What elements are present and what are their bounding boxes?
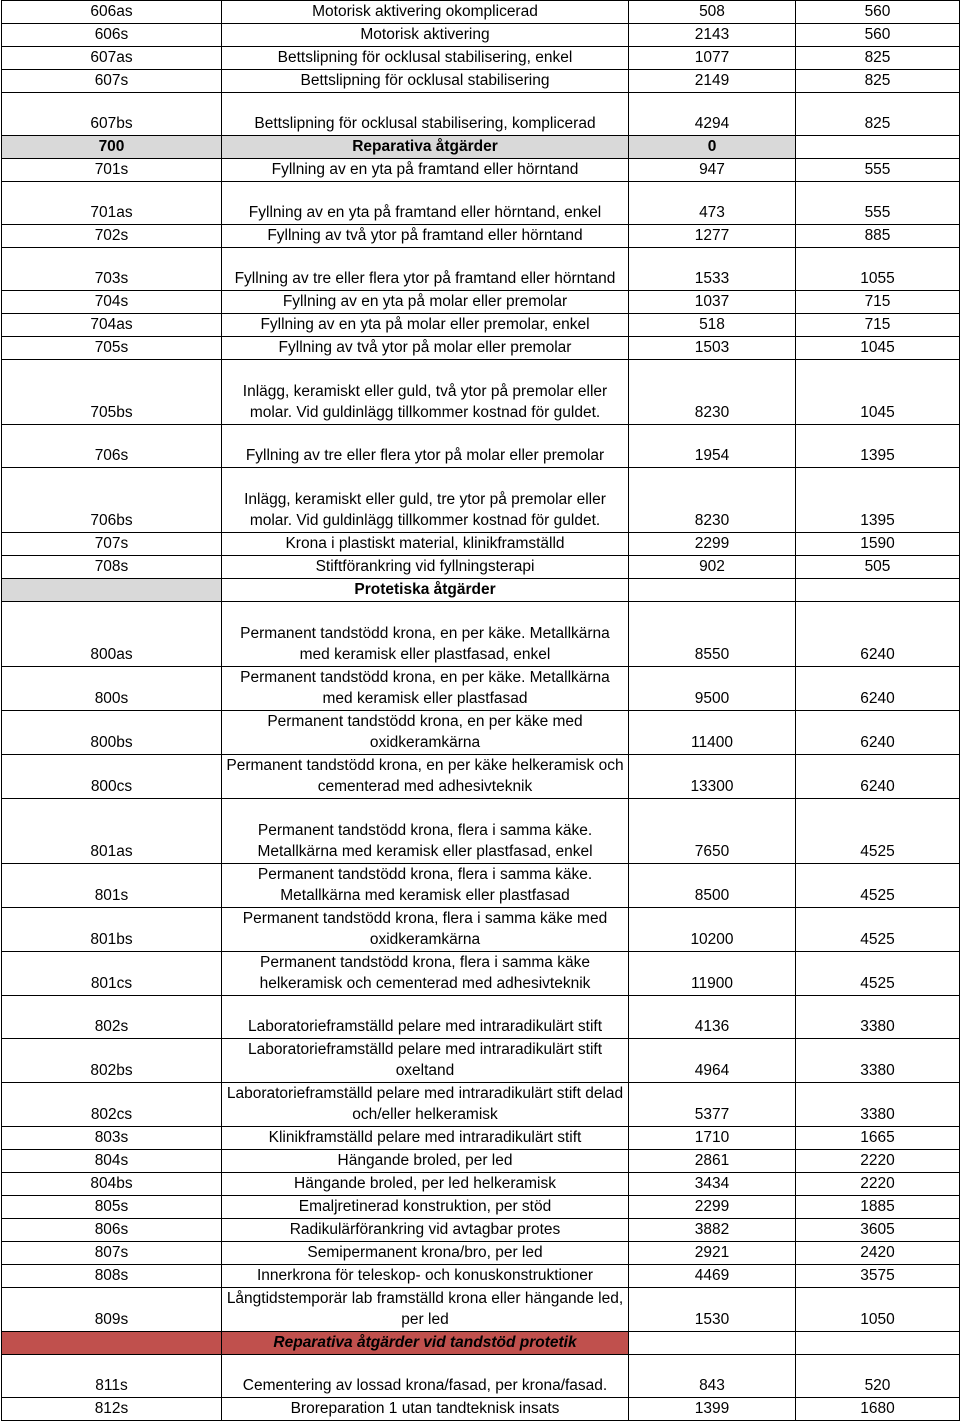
- price-cell: 3605: [796, 1219, 960, 1242]
- reference-price-cell: 0: [629, 136, 796, 159]
- price-cell: 825: [796, 70, 960, 93]
- code-cell: 802s: [2, 996, 222, 1039]
- description-cell: Laboratorieframställd pelare med intraradikulärt stift oxeltand: [222, 1039, 629, 1083]
- table-row: [2, 1219, 960, 1242]
- reference-price-cell: 518: [629, 314, 796, 337]
- description-cell: Cementering av lossad krona/fasad, per krona/fasad.: [222, 1355, 629, 1398]
- reference-price-cell: 2861: [629, 1150, 796, 1173]
- description-cell: Laboratorieframställd pelare med intraradikulärt stift: [222, 996, 629, 1039]
- code-cell: 801cs: [2, 952, 222, 996]
- code-cell: 805s: [2, 1196, 222, 1219]
- code-cell: 706s: [2, 425, 222, 468]
- reference-price-cell: 4964: [629, 1039, 796, 1083]
- price-cell: 1045: [796, 360, 960, 425]
- description-cell: Långtidstemporär lab framställd krona eller hängande led, per led: [222, 1288, 629, 1332]
- reference-price-cell: [629, 1332, 796, 1355]
- reference-price-cell: 1277: [629, 225, 796, 248]
- description-cell: Radikulärförankring vid avtagbar protes: [222, 1219, 629, 1242]
- table-row: [2, 70, 960, 93]
- code-cell: 812s: [2, 1398, 222, 1421]
- price-cell: 555: [796, 182, 960, 225]
- reference-price-cell: 13300: [629, 755, 796, 799]
- reference-price-cell: 4136: [629, 996, 796, 1039]
- code-cell: 700: [2, 136, 222, 159]
- description-cell: Semipermanent krona/bro, per led: [222, 1242, 629, 1265]
- code-cell: [2, 1332, 222, 1355]
- description-cell: Innerkrona för teleskop- och konuskonstruktioner: [222, 1265, 629, 1288]
- reference-price-cell: 9500: [629, 667, 796, 711]
- price-cell: [796, 579, 960, 602]
- table-row: [2, 1265, 960, 1288]
- description-cell: Bettslipning för ocklusal stabilisering, komplicerad: [222, 93, 629, 136]
- code-cell: 801s: [2, 864, 222, 908]
- reference-price-cell: 8550: [629, 602, 796, 667]
- reference-price-cell: 2143: [629, 24, 796, 47]
- description-cell: Permanent tandstödd krona, flera i samma käke. Metallkärna med keramisk eller plastfasad, enkel: [222, 799, 629, 864]
- price-cell: 4525: [796, 908, 960, 952]
- code-cell: [2, 579, 222, 602]
- price-cell: 825: [796, 93, 960, 136]
- code-cell: 606s: [2, 24, 222, 47]
- price-cell: [796, 136, 960, 159]
- table-row: [2, 468, 960, 533]
- description-cell: Laboratorieframställd pelare med intraradikulärt stift delad och/eller helkeramisk: [222, 1083, 629, 1127]
- code-cell: 804bs: [2, 1173, 222, 1196]
- price-cell: 715: [796, 291, 960, 314]
- price-cell: 1590: [796, 533, 960, 556]
- description-cell: Klinikframställd pelare med intraradikulärt stift: [222, 1127, 629, 1150]
- code-cell: 811s: [2, 1355, 222, 1398]
- price-table: [1, 0, 960, 1421]
- description-cell: Fyllning av tre eller flera ytor på molar eller premolar: [222, 425, 629, 468]
- description-cell: Fyllning av en yta på molar eller premolar: [222, 291, 629, 314]
- price-cell: 6240: [796, 755, 960, 799]
- description-cell: Hängande broled, per led: [222, 1150, 629, 1173]
- reference-price-cell: 1533: [629, 248, 796, 291]
- code-cell: 704as: [2, 314, 222, 337]
- reference-price-cell: 10200: [629, 908, 796, 952]
- description-cell: Hängande broled, per led helkeramisk: [222, 1173, 629, 1196]
- reference-price-cell: 7650: [629, 799, 796, 864]
- table-row: [2, 755, 960, 799]
- description-cell: Emaljretinerad konstruktion, per stöd: [222, 1196, 629, 1219]
- code-cell: 702s: [2, 225, 222, 248]
- code-cell: 701s: [2, 159, 222, 182]
- price-cell: 6240: [796, 602, 960, 667]
- code-cell: 800s: [2, 667, 222, 711]
- description-cell: Reparativa åtgärder vid tandstöd protetik: [222, 1332, 629, 1355]
- description-cell: Fyllning av två ytor på molar eller premolar: [222, 337, 629, 360]
- description-cell: Fyllning av en yta på molar eller premolar, enkel: [222, 314, 629, 337]
- price-cell: 1055: [796, 248, 960, 291]
- description-cell: Krona i plastiskt material, klinikframställd: [222, 533, 629, 556]
- table-row: [2, 667, 960, 711]
- description-cell: Permanent tandstödd krona, flera i samma käke. Metallkärna med keramisk eller plastfasad: [222, 864, 629, 908]
- table-row: [2, 711, 960, 755]
- description-cell: Motorisk aktivering okomplicerad: [222, 1, 629, 24]
- description-cell: Fyllning av en yta på framtand eller hörntand: [222, 159, 629, 182]
- table-row: [2, 908, 960, 952]
- code-cell: 804s: [2, 1150, 222, 1173]
- reference-price-cell: 2149: [629, 70, 796, 93]
- reference-price-cell: 1503: [629, 337, 796, 360]
- price-cell: 6240: [796, 667, 960, 711]
- price-cell: 4525: [796, 952, 960, 996]
- table-row: [2, 1039, 960, 1083]
- price-cell: 1395: [796, 425, 960, 468]
- table-row: [2, 248, 960, 291]
- table-row: [2, 159, 960, 182]
- description-cell: Fyllning av tre eller flera ytor på framtand eller hörntand: [222, 248, 629, 291]
- reference-price-cell: 1954: [629, 425, 796, 468]
- description-cell: Permanent tandstödd krona, en per käke med oxidkeramkärna: [222, 711, 629, 755]
- code-cell: 708s: [2, 556, 222, 579]
- table-row: [2, 47, 960, 70]
- table-row: [2, 225, 960, 248]
- table-row: [2, 952, 960, 996]
- price-cell: 2220: [796, 1150, 960, 1173]
- price-cell: 2220: [796, 1173, 960, 1196]
- code-cell: 801as: [2, 799, 222, 864]
- description-cell: Inlägg, keramiskt eller guld, två ytor på premolar eller molar. Vid guldinlägg tillkommer kostnad för guldet.: [222, 360, 629, 425]
- reference-price-cell: 2299: [629, 533, 796, 556]
- reference-price-cell: 843: [629, 1355, 796, 1398]
- price-cell: 1045: [796, 337, 960, 360]
- table-row: [2, 556, 960, 579]
- table-row: [2, 1, 960, 24]
- description-cell: Fyllning av en yta på framtand eller hörntand, enkel: [222, 182, 629, 225]
- table-row: [2, 182, 960, 225]
- reference-price-cell: 4469: [629, 1265, 796, 1288]
- reference-price-cell: 8230: [629, 468, 796, 533]
- reference-price-cell: 2921: [629, 1242, 796, 1265]
- table-row: [2, 579, 960, 602]
- reference-price-cell: 1037: [629, 291, 796, 314]
- table-row: [2, 602, 960, 667]
- reference-price-cell: 508: [629, 1, 796, 24]
- price-cell: 885: [796, 225, 960, 248]
- reference-price-cell: 3882: [629, 1219, 796, 1242]
- table-row: [2, 1083, 960, 1127]
- table-row: [2, 1196, 960, 1219]
- price-cell: 1680: [796, 1398, 960, 1421]
- code-cell: 701as: [2, 182, 222, 225]
- price-cell: 560: [796, 24, 960, 47]
- description-cell: Bettslipning för ocklusal stabilisering: [222, 70, 629, 93]
- description-cell: Permanent tandstödd krona, en per käke. Metallkärna med keramisk eller plastfasad, enkel: [222, 602, 629, 667]
- reference-price-cell: 5377: [629, 1083, 796, 1127]
- reference-price-cell: 2299: [629, 1196, 796, 1219]
- code-cell: 807s: [2, 1242, 222, 1265]
- description-cell: Inlägg, keramiskt eller guld, tre ytor på premolar eller molar. Vid guldinlägg tillkommer kostnad för guldet.: [222, 468, 629, 533]
- reference-price-cell: 11900: [629, 952, 796, 996]
- table-row: [2, 533, 960, 556]
- description-cell: Reparativa åtgärder: [222, 136, 629, 159]
- code-cell: 704s: [2, 291, 222, 314]
- price-cell: 1395: [796, 468, 960, 533]
- code-cell: 606as: [2, 1, 222, 24]
- description-cell: Permanent tandstödd krona, en per käke helkeramisk och cementerad med adhesivteknik: [222, 755, 629, 799]
- reference-price-cell: 473: [629, 182, 796, 225]
- table-row: [2, 1398, 960, 1421]
- description-cell: Fyllning av två ytor på framtand eller hörntand: [222, 225, 629, 248]
- price-cell: 560: [796, 1, 960, 24]
- price-table-body: [2, 1, 960, 1421]
- code-cell: 607as: [2, 47, 222, 70]
- reference-price-cell: 1077: [629, 47, 796, 70]
- price-cell: 6240: [796, 711, 960, 755]
- price-cell: 1665: [796, 1127, 960, 1150]
- code-cell: 607bs: [2, 93, 222, 136]
- code-cell: 705s: [2, 337, 222, 360]
- price-cell: [796, 1332, 960, 1355]
- table-row: [2, 291, 960, 314]
- description-cell: Permanent tandstödd krona, flera i samma käke helkeramisk och cementerad med adhesivteknik: [222, 952, 629, 996]
- table-row: [2, 337, 960, 360]
- price-cell: 3380: [796, 996, 960, 1039]
- table-row: [2, 24, 960, 47]
- table-row: [2, 799, 960, 864]
- code-cell: 803s: [2, 1127, 222, 1150]
- table-row: [2, 864, 960, 908]
- table-row: [2, 425, 960, 468]
- reference-price-cell: 8500: [629, 864, 796, 908]
- code-cell: 703s: [2, 248, 222, 291]
- price-cell: 505: [796, 556, 960, 579]
- description-cell: Motorisk aktivering: [222, 24, 629, 47]
- table-row: [2, 314, 960, 337]
- description-cell: Permanent tandstödd krona, en per käke. Metallkärna med keramisk eller plastfasad: [222, 667, 629, 711]
- code-cell: 806s: [2, 1219, 222, 1242]
- code-cell: 800bs: [2, 711, 222, 755]
- reference-price-cell: 1710: [629, 1127, 796, 1150]
- price-cell: 1885: [796, 1196, 960, 1219]
- price-cell: 3380: [796, 1039, 960, 1083]
- price-cell: 3380: [796, 1083, 960, 1127]
- price-cell: 1050: [796, 1288, 960, 1332]
- price-cell: 715: [796, 314, 960, 337]
- price-cell: 3575: [796, 1265, 960, 1288]
- table-row: [2, 1242, 960, 1265]
- table-row: [2, 1332, 960, 1355]
- price-cell: 2420: [796, 1242, 960, 1265]
- code-cell: 800cs: [2, 755, 222, 799]
- reference-price-cell: 902: [629, 556, 796, 579]
- price-cell: 825: [796, 47, 960, 70]
- price-cell: 4525: [796, 864, 960, 908]
- reference-price-cell: 11400: [629, 711, 796, 755]
- description-cell: Bettslipning för ocklusal stabilisering, enkel: [222, 47, 629, 70]
- table-row: [2, 1150, 960, 1173]
- code-cell: 800as: [2, 602, 222, 667]
- code-cell: 801bs: [2, 908, 222, 952]
- table-row: [2, 1355, 960, 1398]
- table-row: [2, 1127, 960, 1150]
- price-cell: 4525: [796, 799, 960, 864]
- code-cell: 809s: [2, 1288, 222, 1332]
- code-cell: 705bs: [2, 360, 222, 425]
- reference-price-cell: [629, 579, 796, 602]
- description-cell: Permanent tandstödd krona, flera i samma käke med oxidkeramkärna: [222, 908, 629, 952]
- reference-price-cell: 3434: [629, 1173, 796, 1196]
- code-cell: 808s: [2, 1265, 222, 1288]
- code-cell: 607s: [2, 70, 222, 93]
- code-cell: 706bs: [2, 468, 222, 533]
- code-cell: 802bs: [2, 1039, 222, 1083]
- description-cell: Protetiska åtgärder: [222, 579, 629, 602]
- reference-price-cell: 8230: [629, 360, 796, 425]
- table-row: [2, 1173, 960, 1196]
- code-cell: 802cs: [2, 1083, 222, 1127]
- reference-price-cell: 4294: [629, 93, 796, 136]
- price-cell: 555: [796, 159, 960, 182]
- description-cell: Broreparation 1 utan tandteknisk insats: [222, 1398, 629, 1421]
- price-cell: 520: [796, 1355, 960, 1398]
- reference-price-cell: 1399: [629, 1398, 796, 1421]
- reference-price-cell: 947: [629, 159, 796, 182]
- description-cell: Stiftförankring vid fyllningsterapi: [222, 556, 629, 579]
- table-row: [2, 93, 960, 136]
- table-row: [2, 360, 960, 425]
- table-row: [2, 996, 960, 1039]
- table-row: [2, 136, 960, 159]
- reference-price-cell: 1530: [629, 1288, 796, 1332]
- code-cell: 707s: [2, 533, 222, 556]
- table-row: [2, 1288, 960, 1332]
